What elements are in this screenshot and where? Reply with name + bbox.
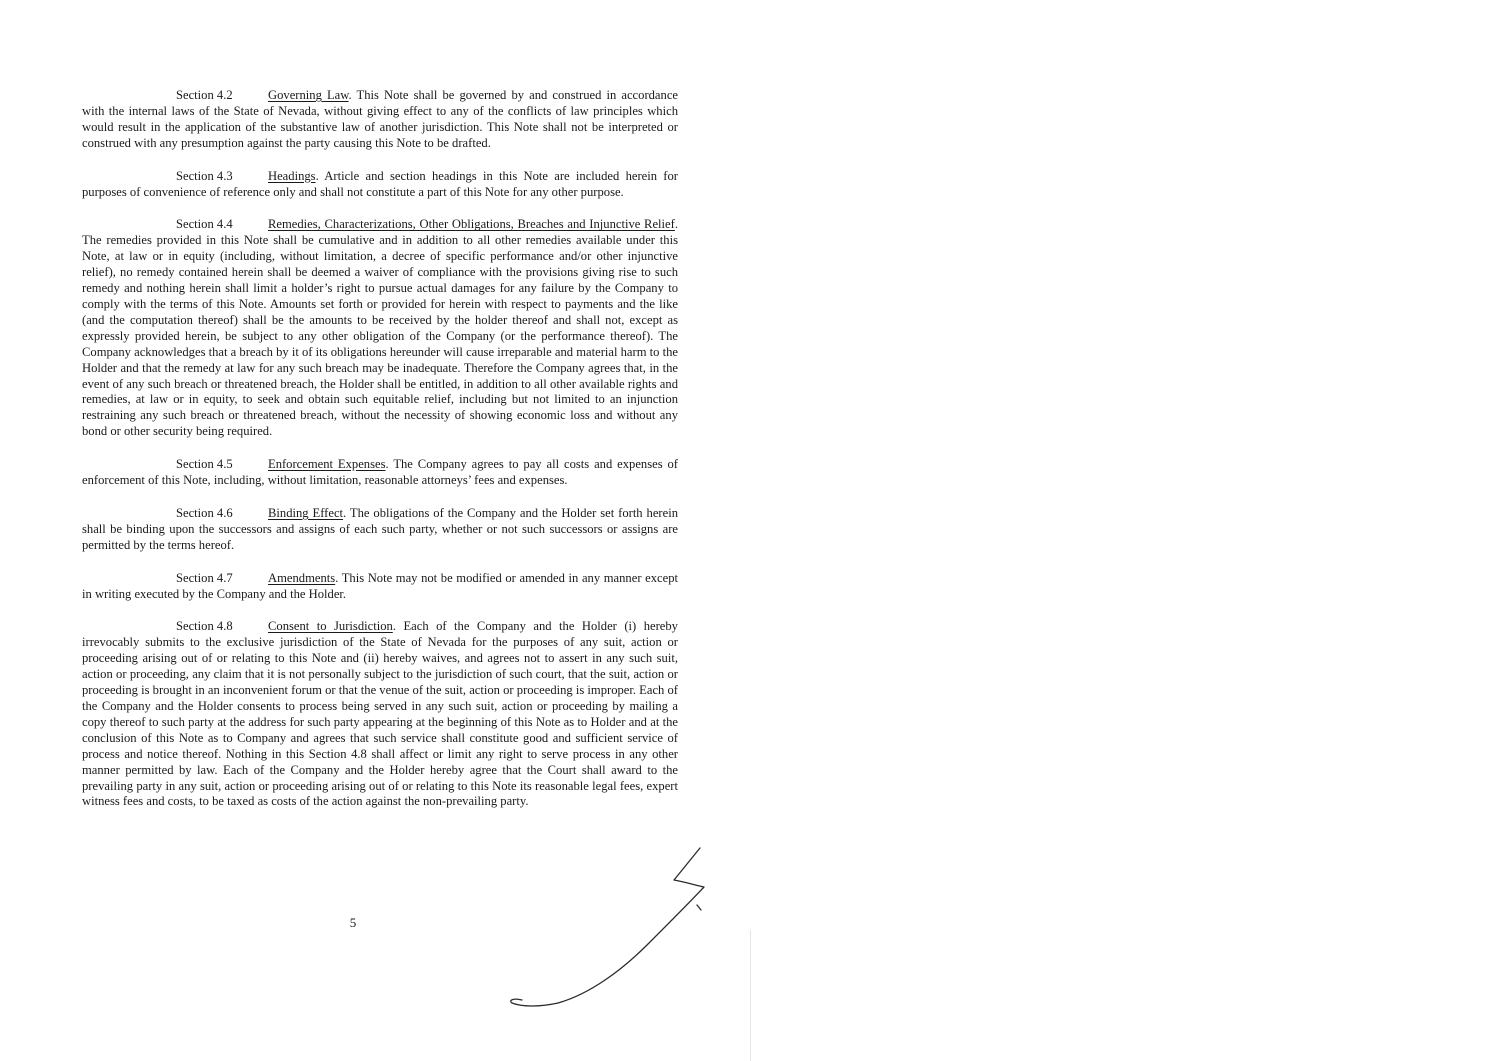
section-heading: Headings: [268, 168, 316, 183]
section-4-2: [82, 88, 678, 152]
page-edge-line: [750, 930, 751, 1061]
section-heading: Enforcement Expenses: [268, 457, 386, 472]
section-number: Section 4.6: [176, 505, 233, 520]
section-text: . The remedies provided in this Note shall be cumulative and in addition to all other remedies available under this Note, at law or in equity (including, without limitation, a decree of specific performance and/or other injunctive relief), no remedy contained herein shall be deemed a waiver of compliance with the provisions giving rise to such remedy and nothing herein shall limit a holder’s right to pursue actual damages for any failure by the Company to comply with the terms of this Note. Amounts set forth or provided for herein with respect to payments and the like (and the computation thereof) shall be the amounts to be received by the holder thereof and shall not, except as expressly provided herein, be subject to any other obligation of the Company (or the performance thereof). The Company acknowledges that a breach by it of its obligations hereunder will cause irreparable and material harm to the Holder and that the remedy at law for any such breach may be inadequate. Therefore the Company agrees that, in the event of any such breach or threatened breach, the Holder shall be entitled, in addition to all other available rights and remedies, at law or in equity, to seek and obtain such equitable relief, including but not limited to an injunction restraining any such breach or threatened breach, without the necessity of showing economic loss and without any bond or other security being required.: [82, 217, 678, 439]
section-4-6: [82, 506, 678, 554]
section-number: Section 4.2: [176, 88, 233, 102]
section-text: . The Company agrees to pay all costs and expenses of enforcement of this Note, including, without limitation, reasonable attorneys’ fees and expenses.: [82, 457, 678, 488]
section-4-8: [82, 619, 678, 810]
section-4-3: [82, 169, 678, 201]
section-text: . Article and section headings in this Note are included herein for purposes of convenience of reference only and shall not constitute a part of this Note for any other purpose.: [82, 168, 678, 199]
section-number: Section 4.3: [176, 168, 233, 183]
section-4-7: [82, 571, 678, 603]
section-heading: Amendments: [268, 570, 336, 585]
page-number: 5: [349, 915, 357, 930]
section-heading: Remedies, Characterizations, Other Obligations, Breaches and Injunctive Relief: [268, 217, 675, 232]
section-4-5: [82, 457, 678, 489]
section-text: . The obligations of the Company and the Holder set forth herein shall be binding upon the successors and assigns of each such party, whether or not such successors or assigns are permitted by the terms hereof.: [82, 505, 678, 552]
section-heading: Consent to Jurisdiction: [268, 619, 393, 634]
section-text: . This Note shall be governed by and construed in accordance with the internal laws of the State of Nevada, without giving effect to any of the conflicts of law principles which would result in the application of the substantive law of another jurisdiction. This Note shall not be interpreted or construed with any presumption against the party causing this Note to be drafted.: [82, 88, 678, 150]
section-number: Section 4.5: [176, 457, 233, 472]
section-text: . This Note may not be modified or amended in any manner except in writing executed by the Company and the Holder.: [82, 570, 678, 601]
section-number: Section 4.8: [176, 619, 233, 634]
section-number: Section 4.4: [176, 217, 233, 232]
section-4-4: [82, 217, 678, 440]
document-body: [82, 88, 678, 827]
section-text: . Each of the Company and the Holder (i) hereby irrevocably submits to the exclusive jurisdiction of the State of Nevada for the purposes of any suit, action or proceeding arising out of or relating to this Note and (ii) hereby waives, and agrees not to assert in any such suit, action or proceeding, any claim that it is not personally subject to the jurisdiction of such court, that the suit, action or proceeding is brought in an inconvenient forum or that the venue of the suit, action or proceeding is improper. Each of the Company and the Holder consents to process being served in any such suit, action or proceeding by mailing a copy thereof to such party at the address for such party appearing at the beginning of this Note as to Holder and at the conclusion of this Note as to Company and agrees that such service shall constitute good and sufficient service of process and notice thereof. Nothing in this Section 4.8 shall affect or limit any right to serve process in any other manner permitted by law. Each of the Company and the Holder hereby agree that the Court shall award to the prevailing party in any suit, action or proceeding arising out of or relating to this Note its reasonable legal fees, expert witness fees and costs, to be taxed as costs of the action against the non-prevailing party.: [82, 619, 678, 809]
signature-icon: [500, 840, 715, 1015]
section-number: Section 4.7: [176, 570, 233, 585]
section-heading: Governing Law: [268, 88, 349, 102]
section-heading: Binding Effect: [268, 505, 344, 520]
